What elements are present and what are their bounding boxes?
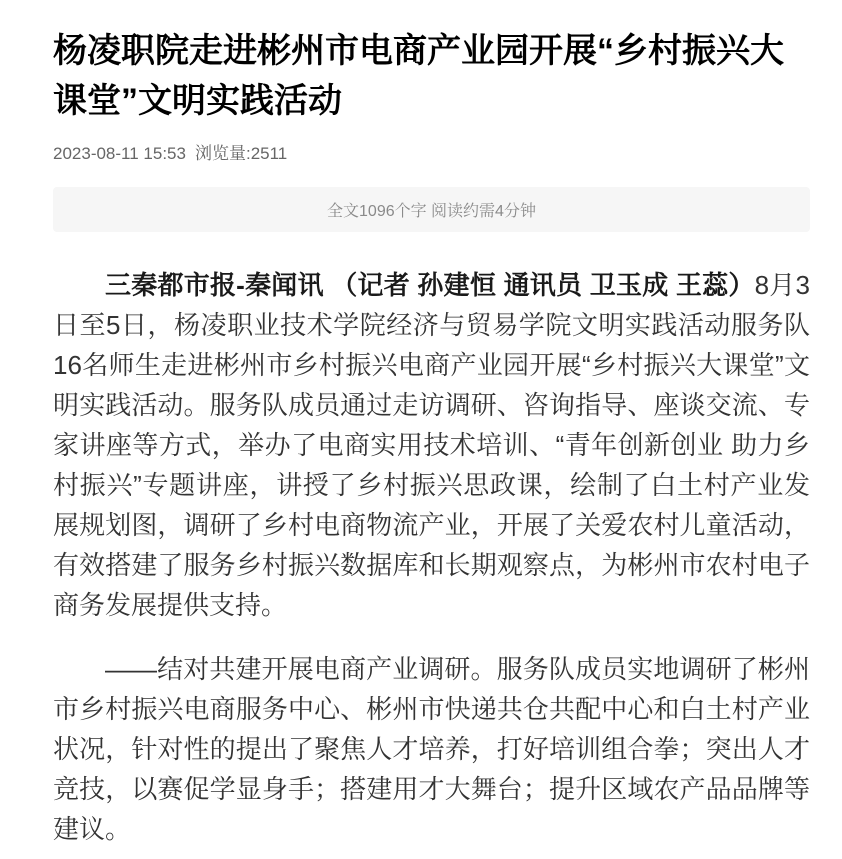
reading-summary-bar: [53, 187, 810, 232]
article-meta: [53, 143, 810, 165]
paragraph-lead-bold: 三秦都市报-秦闻讯 （记者 孙建恒 通讯员 卫玉成 王蕊）: [105, 270, 755, 300]
view-count: 浏览量:2511: [194, 144, 288, 163]
page-title: 杨凌职院走进彬州市电商产业园开展“乡村振兴大课堂”文明实践活动: [53, 32, 784, 120]
publish-datetime: 2023-08-11 15:53: [53, 144, 186, 163]
reading-summary-label: 全文1096个字 阅读约需4分钟: [327, 203, 536, 220]
paragraph: [53, 265, 810, 625]
paragraph-text: ——结对共建开展电商产业调研。服务队成员实地调研了彬州市乡村振兴电商服务中心、彬州市快递共仓共配中心和白土村产业状况，针对性的提出了聚焦人才培养，打好培训组合拳；突出人才竞技，以赛促学显身手；搭建用才大舞台；提升区域农产品品牌等建议。: [53, 654, 810, 844]
article-body: [53, 265, 810, 849]
paragraph: [53, 649, 810, 849]
article-content: [53, 0, 810, 849]
paragraph-text: 8月3日至5日，杨凌职业技术学院经济与贸易学院文明实践活动服务队16名师生走进彬州市乡村振兴电商产业园开展“乡村振兴大课堂”文明实践活动。服务队成员通过走访调研、咨询指导、座谈交流、专家讲座等方式，举办了电商实用技术培训、“青年创新创业 助力乡村振兴”专题讲座，讲授了乡村振兴思政课，绘制了白土村产业发展规划图，调研了乡村电商物流产业，开展了关爱农村儿童活动，有效搭建了服务乡村振兴数据库和长期观察点，为彬州市农村电子商务发展提供支持。: [53, 270, 811, 620]
